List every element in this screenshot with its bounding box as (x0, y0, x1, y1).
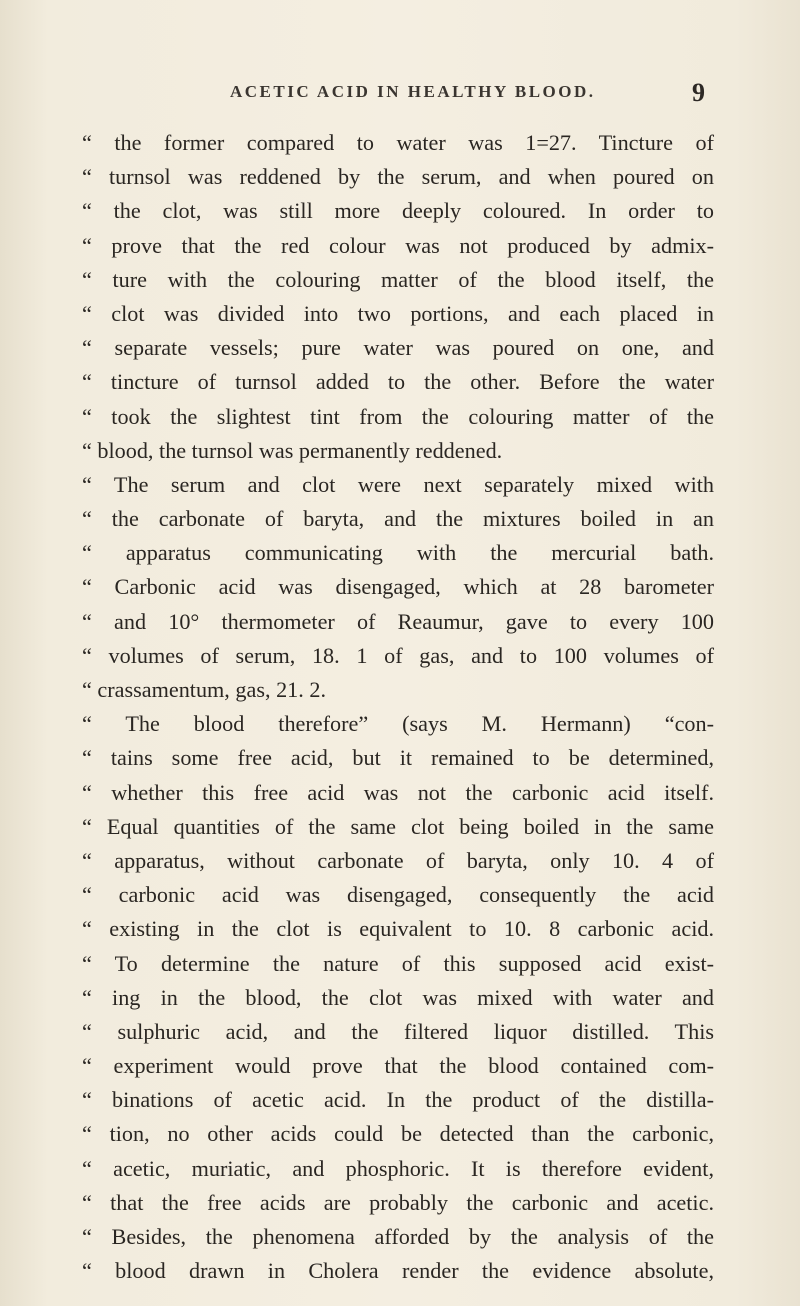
text-line: “ tains some free acid, but it remained to be determined, (82, 745, 714, 771)
text-line: “ ture with the colouring matter of the blood itself, the (82, 266, 714, 292)
text-line: “ the clot, was still more deeply coloured. In order to (82, 198, 714, 224)
text-line: “ existing in the clot is equivalent to 10. 8 carbonic acid. (82, 916, 714, 942)
text-line: “ the carbonate of baryta, and the mixtures boiled in an (82, 506, 714, 532)
text-line: “ tincture of turnsol added to the other. Before the water (82, 369, 714, 395)
text-line: “ crassamentum, gas, 21. 2. (82, 677, 326, 702)
page-header (95, 78, 705, 112)
text-line: “ whether this free acid was not the carbonic acid itself. (82, 779, 714, 805)
text-line: “ acetic, muriatic, and phosphoric. It is therefore evident, (82, 1155, 714, 1181)
text-line: “ tion, no other acids could be detected than the carbonic, (82, 1121, 714, 1147)
text-line: “ blood drawn in Cholera render the evidence absolute, (82, 1258, 714, 1284)
text-line: “ apparatus, without carbonate of baryta, only 10. 4 of (82, 847, 714, 873)
text-line: “ volumes of serum, 18. 1 of gas, and to 100 volumes of (82, 642, 714, 668)
text-line: “ prove that the red colour was not produced by admix- (82, 232, 714, 258)
text-line: “ experiment would prove that the blood contained com- (82, 1053, 714, 1079)
text-line: “ Besides, the phenomena afforded by the analysis of the (82, 1224, 714, 1249)
text-line: “ The serum and clot were next separately mixed with (82, 471, 714, 497)
text-line: “ binations of acetic acid. In the product of the distilla- (82, 1087, 714, 1113)
text-line: “ blood, the turnsol was permanently reddened. (82, 437, 503, 463)
page-number: 9 (692, 78, 705, 107)
text-line: “ To determine the nature of this supposed acid exist- (82, 950, 714, 976)
text-line: “ and 10° thermometer of Reaumur, gave to every 100 (82, 608, 714, 634)
text-line: “ sulphuric acid, and the filtered liquor distilled. This (82, 1018, 714, 1044)
text-line: “ ing in the blood, the clot was mixed with water and (82, 984, 714, 1010)
text-line: “ Equal quantities of the same clot being boiled in the same (82, 813, 714, 839)
running-head: ACETIC ACID IN HEALTHY BLOOD. (230, 82, 596, 101)
text-line: “ the former compared to water was 1=27. Tincture of (82, 130, 714, 155)
text-line: “ clot was divided into two portions, and each placed in (82, 300, 714, 326)
text-line: “ turnsol was reddened by the serum, and when poured on (82, 164, 714, 190)
body-text (82, 126, 714, 1288)
text-line: “ apparatus communicating with the mercurial bath. (82, 540, 714, 566)
text-line: “ carbonic acid was disengaged, consequently the acid (82, 882, 714, 908)
text-line: “ took the slightest tint from the colouring matter of the (82, 403, 714, 429)
text-line: “ that the free acids are probably the carbonic and acetic. (82, 1189, 714, 1215)
text-line: “ The blood therefore” (says M. Hermann) “con- (82, 711, 714, 737)
text-line: “ separate vessels; pure water was poured on one, and (82, 335, 714, 361)
text-line: “ Carbonic acid was disengaged, which at 28 barometer (82, 574, 714, 600)
